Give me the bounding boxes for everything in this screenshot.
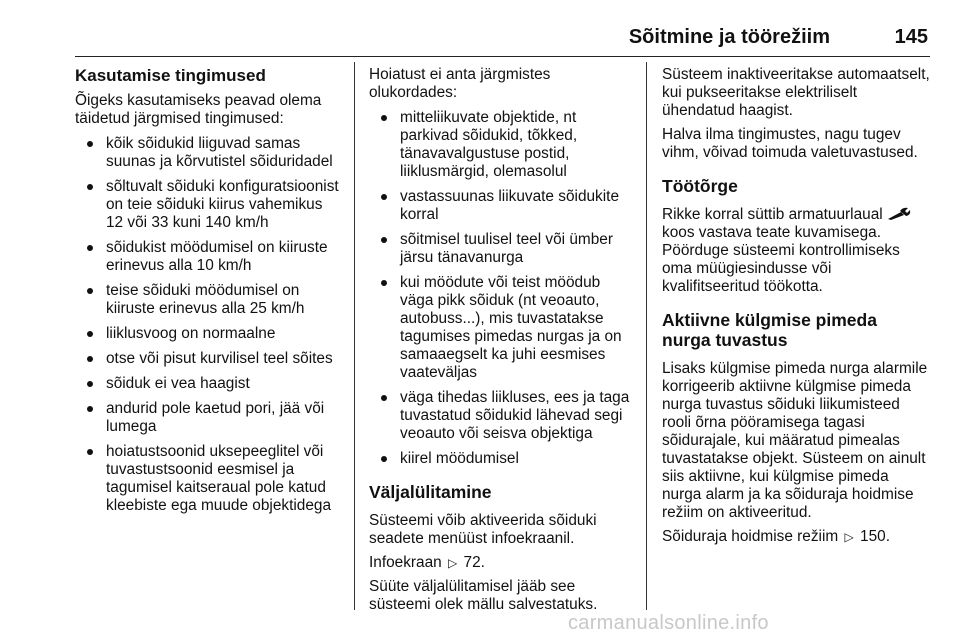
paragraph-with-reference	[369, 554, 633, 572]
list-item: andurid pole kaetud pori, jää või lumega	[75, 400, 343, 436]
paragraph: Süsteem inaktiveeritakse automaatselt, kui pukseeritakse elektriliselt ühendatud haagist.	[662, 66, 930, 119]
list-item: sõidukist möödumisel on kiiruste erinevus alla 10 km/h	[75, 239, 343, 275]
list-item: hoiatustsoonid uksepeeglitel või tuvastustsoonid eesmisel ja tagumisel kaitseraual pole katud kleebiste ega muude objektidega	[75, 443, 343, 515]
section-heading-usage-conditions: Kasutamise tingimused	[75, 66, 266, 85]
section-heading-deactivation: Väljalülitamine	[369, 482, 492, 502]
reference-text: Infoekraan	[369, 554, 442, 571]
list-item: väga tihedas liikluses, ees ja taga tuvastatud sõidukid lähevad segi veoauto või seisva objektiga	[369, 389, 633, 443]
malfunction-text-b: koos vastava teate kuvamisega. Pöörduge süsteemi kontrollimiseks oma müügiesindusse või kvalifitseeritud töökotta.	[662, 224, 900, 295]
column-3	[662, 66, 930, 546]
watermark: carmanualsonline.info	[568, 612, 769, 634]
page-title: Sõitmine ja töörežiim	[628, 26, 830, 48]
paragraph: Halva ilma tingimustes, nagu tugev vihm, võivad toimuda valetuvastused.	[662, 126, 918, 161]
list-item: kui möödute või teist möödub väga pikk sõiduk (nt veoauto, autobuss...), mis tuvastatakse tagumises pimedas nurgas ja on samaaegselt ka juhi eesmises vaateväljas	[369, 274, 633, 382]
page-reference-arrow-icon: ▷	[448, 556, 458, 570]
column-divider-1	[354, 62, 355, 610]
section-heading-malfunction: Töötõrge	[662, 176, 738, 196]
reference-text: Sõiduraja hoidmise režiim	[662, 528, 839, 545]
header-divider	[75, 56, 930, 57]
wrench-warning-icon	[887, 207, 911, 221]
page-reference-arrow-icon: ▷	[844, 530, 854, 544]
paragraph: Hoiatust ei anta järgmistes olukordades:	[369, 66, 551, 101]
list-item: otse või pisut kurvilisel teel sõites	[75, 350, 343, 368]
list-item: kõik sõidukid liiguvad samas suunas ja kõrvutistel sõiduridadel	[75, 135, 343, 171]
section-heading-active-blind-spot: Aktiivne külgmise pimeda nurga tuvastus	[662, 310, 877, 350]
paragraph: Õigeks kasutamiseks peavad olema täidetud järgmised tingimused:	[75, 92, 322, 127]
paragraph: Lisaks külgmise pimeda nurga alarmile korrigeerib aktiivne külgmise pimeda nurga tuvastus sõiduki liikumisteed rooli õrna pööramisega tagasi sõidurajale, kui määratud pimealas tuvastatakse objekt. Süsteem on ainult siis aktiivne, kui külgmise pimeda nurga alarm ja ka sõiduraja hoidmise režiim on aktiveeritud.	[662, 360, 928, 521]
bullet-list	[369, 109, 633, 468]
malfunction-text-a: Rikke korral süttib armatuurlaual	[662, 206, 883, 223]
list-item: teise sõiduki möödumisel on kiiruste erinevus alla 25 km/h	[75, 282, 343, 318]
page-number: 145	[894, 26, 928, 48]
list-item: kiirel möödumisel	[369, 450, 633, 468]
column-1	[75, 66, 343, 515]
page-reference-link[interactable]: 150.	[860, 528, 890, 545]
page-header	[75, 26, 930, 56]
paragraph-malfunction	[662, 206, 930, 296]
paragraph-with-reference	[662, 528, 930, 546]
list-item: sõitmisel tuulisel teel või ümber järsu tänavanurga	[369, 231, 633, 267]
list-item: liiklusvoog on normaalne	[75, 325, 343, 343]
paragraph: Süsteemi võib aktiveerida sõiduki seadete menüüst infoekraanil.	[369, 512, 597, 547]
column-divider-2	[646, 62, 647, 610]
page-reference-link[interactable]: 72.	[463, 554, 485, 571]
bullet-list	[75, 135, 343, 515]
list-item: mitteliikuvate objektide, nt parkivad sõidukid, tõkked, tänavavalgustuse postid, liiklusmärgid, olemasolul	[369, 109, 633, 181]
list-item: vastassuunas liikuvate sõidukite korral	[369, 188, 633, 224]
list-item: sõiduk ei vea haagist	[75, 375, 343, 393]
column-2	[369, 66, 633, 614]
paragraph: Süüte väljalülitamisel jääb see süsteemi olek mällu salvestatuks.	[369, 578, 598, 613]
list-item: sõltuvalt sõiduki konfiguratsioonist on teie sõiduki kiirus vahemikus 12 või 33 kuni 140 km/h	[75, 178, 343, 232]
